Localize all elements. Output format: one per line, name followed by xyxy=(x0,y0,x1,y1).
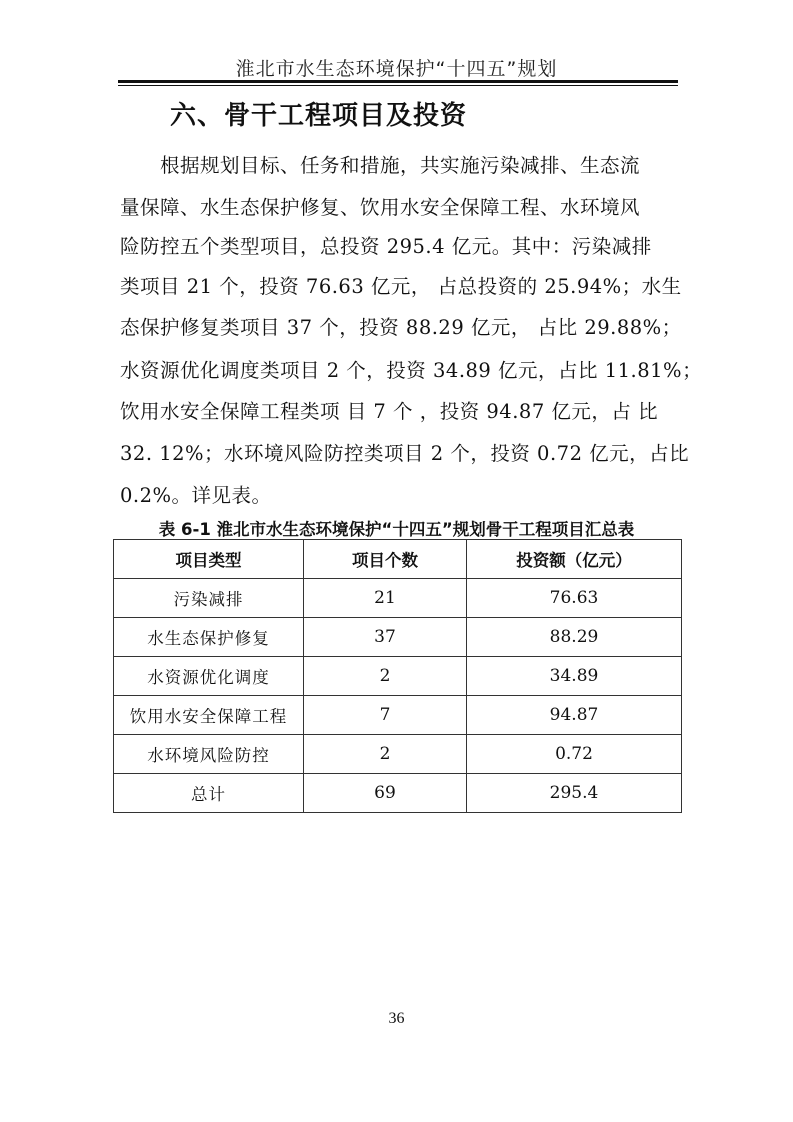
table-row xyxy=(114,657,682,696)
table-row xyxy=(114,735,682,774)
cell-category: 饮用水安全保障工程 xyxy=(114,696,304,735)
section-title: 六、骨干工程项目及投资 xyxy=(170,101,468,131)
cell-investment: 34.89 xyxy=(467,657,682,696)
table-caption: 表 6-1 淮北市水生态环境保护“十四五”规划骨干工程项目汇总表 xyxy=(158,520,635,539)
table-row xyxy=(114,618,682,657)
page-number: 36 xyxy=(388,1010,405,1027)
cell-count: 37 xyxy=(304,618,467,657)
body-line-9: 0.2%。详见表。 xyxy=(120,484,272,507)
cell-category: 污染减排 xyxy=(114,579,304,618)
body-line-3: 险防控五个类型项目，总投资 295.4 亿元。其中：污染减排 xyxy=(120,235,652,258)
body-line-8: 32. 12%；水环境风险防控类项目 2 个，投资 0.72 亿元，占比 xyxy=(120,442,690,465)
header-investment: 投资额（亿元） xyxy=(467,540,682,579)
summary-table xyxy=(113,539,682,813)
header-rule-thick xyxy=(118,80,678,83)
body-line-4: 类项目 21 个，投资 76.63 亿元， 占总投资的 25.94%；水生 xyxy=(120,275,682,298)
cell-category-total: 总计 xyxy=(114,774,304,813)
header-count: 项目个数 xyxy=(304,540,467,579)
cell-investment: 94.87 xyxy=(467,696,682,735)
cell-investment-total: 295.4 xyxy=(467,774,682,813)
header-category: 项目类型 xyxy=(114,540,304,579)
cell-count: 21 xyxy=(304,579,467,618)
body-line-7: 饮用水安全保障工程类项 目 7 个 ，投资 94.87 亿元，占 比 xyxy=(120,400,659,423)
header-rule-thin xyxy=(118,85,678,86)
cell-count: 2 xyxy=(304,735,467,774)
running-header: 淮北市水生态环境保护“十四五”规划 xyxy=(235,58,558,80)
cell-category: 水环境风险防控 xyxy=(114,735,304,774)
cell-investment: 88.29 xyxy=(467,618,682,657)
cell-investment: 0.72 xyxy=(467,735,682,774)
cell-count: 2 xyxy=(304,657,467,696)
body-line-6: 水资源优化调度类项目 2 个，投资 34.89 亿元，占比 11.81%； xyxy=(120,359,703,382)
body-line-1: 根据规划目标、任务和措施，共实施污染减排、生态流 xyxy=(160,154,641,177)
cell-investment: 76.63 xyxy=(467,579,682,618)
table-total-row xyxy=(114,774,682,813)
cell-count-total: 69 xyxy=(304,774,467,813)
table-row xyxy=(114,579,682,618)
table-header-row xyxy=(114,540,682,579)
table-row xyxy=(114,696,682,735)
body-line-2: 量保障、水生态保护修复、饮用水安全保障工程、水环境风 xyxy=(120,196,641,219)
cell-category: 水生态保护修复 xyxy=(114,618,304,657)
cell-count: 7 xyxy=(304,696,467,735)
body-line-5: 态保护修复类项目 37 个，投资 88.29 亿元， 占比 29.88%； xyxy=(120,316,682,339)
cell-category: 水资源优化调度 xyxy=(114,657,304,696)
